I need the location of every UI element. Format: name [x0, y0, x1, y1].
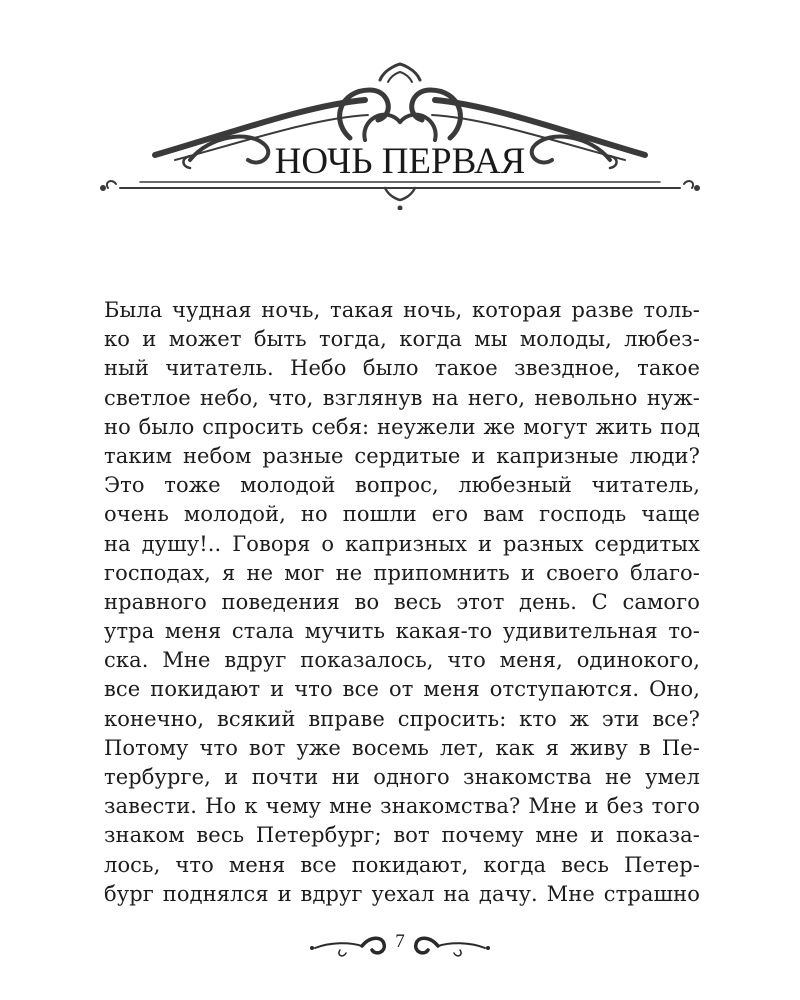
- chapter-header-ornament-icon: [100, 60, 700, 210]
- text-line: завести. Но к чему мне знакомства? Мне и без того: [104, 794, 700, 819]
- text-line: таким небом разные сердитые и капризные люди?: [104, 443, 700, 468]
- text-line: ко и может быть тогда, когда мы молоды, любез-: [104, 327, 700, 352]
- text-line: Была чудная ночь, такая ночь, которая разве толь-: [104, 298, 700, 322]
- text-line: ный читатель. Небо было такое звездное, такое: [104, 356, 700, 381]
- text-line: знаком весь Петербург; вот почему мне и показа-: [104, 823, 700, 848]
- page-number: 7: [395, 931, 405, 952]
- text-line: ска. Мне вдруг показалось, что меня, одинокого,: [104, 648, 700, 673]
- body-text: [104, 296, 700, 909]
- text-line: Потому что вот уже восемь лет, как я живу в Пе-: [104, 735, 700, 760]
- text-line: бург поднялся и вдруг уехал на дачу. Мне страшно: [104, 881, 700, 906]
- text-line: все покидают и что все от меня отступаются. Оно,: [104, 677, 700, 702]
- text-line: но было спросить себя: неужели же могут жить под: [104, 414, 700, 439]
- text-line: Это тоже молодой вопрос, любезный читатель,: [104, 473, 700, 498]
- chapter-title: НОЧЬ ПЕРВАЯ: [274, 141, 526, 182]
- text-line: тербурге, и почти ни одного знакомства не умел: [104, 765, 700, 789]
- text-line: на душу!.. Говоря о капризных и разных сердитых: [104, 531, 700, 556]
- text-line: господах, я не мог не припомнить и своего благо-: [104, 560, 700, 585]
- text-line: очень молодой, но пошли его вам господь чаще: [104, 502, 700, 527]
- text-line: нравного поведения во весь этот день. С самого: [104, 589, 700, 614]
- text-line: конечно, всякий вправе спросить: кто ж эти все?: [104, 706, 700, 731]
- text-line: утра меня стала мучить какая-то удивительная то-: [104, 619, 700, 644]
- text-line: лось, что меня все покидают, когда весь Петер-: [104, 852, 700, 877]
- text-line: светлое небо, что, взглянув на него, невольно нуж-: [104, 385, 700, 410]
